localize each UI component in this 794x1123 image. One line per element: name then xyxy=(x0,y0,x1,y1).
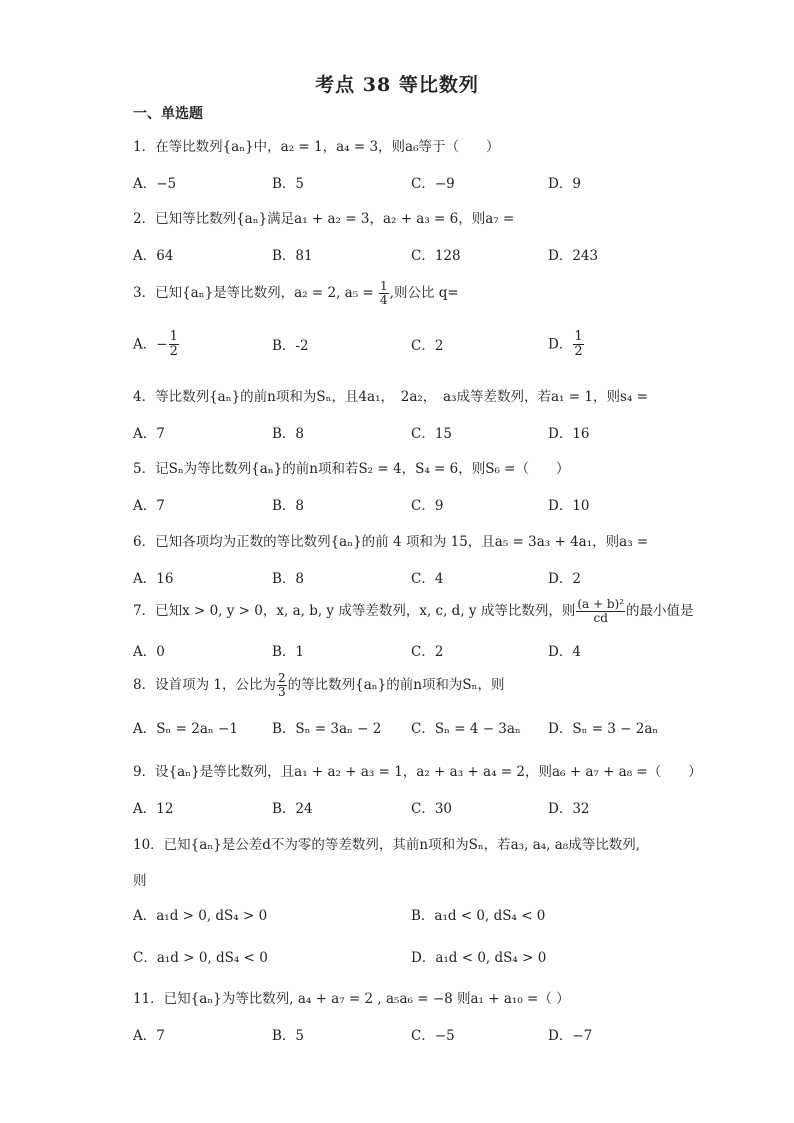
question-7 xyxy=(133,598,694,625)
fraction-numerator: 1 xyxy=(574,329,583,344)
option-10a: A．a₁d > 0, dS₄ > 0 xyxy=(133,908,268,924)
option-5c: C．9 xyxy=(411,498,444,514)
question-4: 4．等比数列{aₙ}的前n项和为Sₙ，且4a₁， 2a₂， a₃成等差数列，若a₁ = 1，则s₄ = xyxy=(133,389,648,405)
option-11a: A．7 xyxy=(133,1028,165,1044)
question-8-suffix: 的等比数列{aₙ}的前n项和为Sₙ，则 xyxy=(287,677,505,694)
question-3 xyxy=(133,280,459,307)
question-10: 10．已知{aₙ}是公差d不为零的等差数列，其前n项和为Sₙ，若a₃, a₄, a₈成等比数列, xyxy=(133,837,641,853)
option-1d: D．9 xyxy=(548,176,581,192)
option-11c: C．−5 xyxy=(411,1028,455,1044)
question-11: 11．已知{aₙ}为等比数列, a₄ + a₇ = 2 , a₅a₆ = −8 则a₁ + a₁₀ =（ ） xyxy=(133,991,570,1007)
option-3d xyxy=(548,330,585,360)
question-6: 6．已知各项均为正数的等比数列{aₙ}的前 4 项和为 15，且a₅ = 3a₃ + 4a₁，则a₃ = xyxy=(133,534,649,550)
question-5: 5．记Sₙ为等比数列{aₙ}的前n项和若S₂ = 4，S₄ = 6，则S₆ =（ ） xyxy=(133,461,570,477)
question-8 xyxy=(133,672,504,699)
option-7c: C．2 xyxy=(411,644,444,660)
fraction-numerator: 1 xyxy=(169,329,178,344)
option-1b: B．5 xyxy=(272,176,305,192)
option-2b: B．81 xyxy=(272,248,313,264)
option-10d: D．a₁d < 0, dS₄ > 0 xyxy=(411,950,547,966)
option-9d: D．32 xyxy=(548,801,590,817)
option-5a: A．7 xyxy=(133,498,165,514)
option-6b: B．8 xyxy=(272,571,305,587)
question-9: 9．设{aₙ}是等比数列，且a₁ + a₂ + a₃ = 1，a₂ + a₃ + a₄ = 2，则a₆ + a₇ + a₈ =（ ） xyxy=(133,764,702,780)
question-8-prefix: 8．设首项为 1，公比为 xyxy=(133,677,276,694)
fraction-denominator: cd xyxy=(593,611,608,626)
option-4b: B．8 xyxy=(272,426,305,442)
option-9b: B．24 xyxy=(272,801,313,817)
option-4a: A．7 xyxy=(133,426,165,442)
option-8b: B．Sₙ = 3aₙ − 2 xyxy=(272,721,382,737)
option-1a: A．−5 xyxy=(133,176,177,192)
fraction-denominator: 2 xyxy=(574,344,583,360)
option-6a: A．16 xyxy=(133,571,174,587)
fraction-numerator: (a + b)² xyxy=(577,597,625,611)
option-6c: C．4 xyxy=(411,571,444,587)
fraction-denominator: 4 xyxy=(380,293,388,308)
option-6d: D．2 xyxy=(548,571,581,587)
option-5d: D．10 xyxy=(548,498,590,514)
option-2d: D．243 xyxy=(548,248,599,264)
option-10b: B．a₁d < 0, dS₄ < 0 xyxy=(411,908,546,924)
option-1c: C．−9 xyxy=(411,176,455,192)
option-3b: B．-2 xyxy=(272,338,309,354)
option-2c: C．128 xyxy=(411,248,461,264)
question-7-prefix: 7．已知x > 0, y > 0，x, a, b, y 成等差数列，x, c, d, y 成等比数列，则 xyxy=(133,603,576,620)
option-7b: B．1 xyxy=(272,644,305,660)
question-3-fraction xyxy=(379,280,389,307)
question-7-fraction xyxy=(576,598,625,625)
option-4d: D．16 xyxy=(548,426,590,442)
option-11d: D．−7 xyxy=(548,1028,593,1044)
fraction-numerator: 2 xyxy=(277,671,286,685)
option-3a-label: A．− xyxy=(133,336,168,353)
fraction-denominator: 3 xyxy=(277,685,286,700)
option-10c: C．a₁d > 0, dS₄ < 0 xyxy=(133,950,268,966)
option-3a xyxy=(133,330,180,360)
option-2a: A．64 xyxy=(133,248,174,264)
question-3-prefix: 3．已知{aₙ}是等比数列，a₂ = 2, a₅ = xyxy=(133,285,379,302)
option-7d: D．4 xyxy=(548,644,581,660)
option-3c: C．2 xyxy=(411,338,444,354)
question-2: 2．已知等比数列{aₙ}满足a₁ + a₂ = 3，a₂ + a₃ = 6，则a₇ = xyxy=(133,211,515,227)
option-4c: C．15 xyxy=(411,426,453,442)
question-3-suffix: ,则公比 q= xyxy=(389,285,459,302)
question-1: 1．在等比数列{aₙ}中，a₂ = 1，a₄ = 3，则a₆等于（ ） xyxy=(133,139,500,155)
fraction-denominator: 2 xyxy=(169,344,178,360)
question-8-fraction xyxy=(277,672,287,699)
option-5b: B．8 xyxy=(272,498,305,514)
section-heading: 一、单选题 xyxy=(133,106,203,122)
option-9c: C．30 xyxy=(411,801,453,817)
question-10-continued: 则 xyxy=(133,873,147,889)
option-3a-fraction xyxy=(169,330,179,360)
question-7-suffix: 的最小值是 xyxy=(626,603,694,620)
option-8a: A．Sₙ = 2aₙ −1 xyxy=(133,721,238,737)
option-11b: B．5 xyxy=(272,1028,305,1044)
option-9a: A．12 xyxy=(133,801,174,817)
option-8c: C．Sₙ = 4 − 3aₙ xyxy=(411,721,521,737)
page-title: 考点 38 等比数列 xyxy=(315,74,479,96)
option-7a: A．0 xyxy=(133,644,165,660)
option-8d: D．Sₙ = 3 − 2aₙ xyxy=(548,721,659,737)
option-3d-label: D． xyxy=(548,336,573,353)
option-3d-fraction xyxy=(573,330,583,360)
fraction-numerator: 1 xyxy=(380,279,388,293)
